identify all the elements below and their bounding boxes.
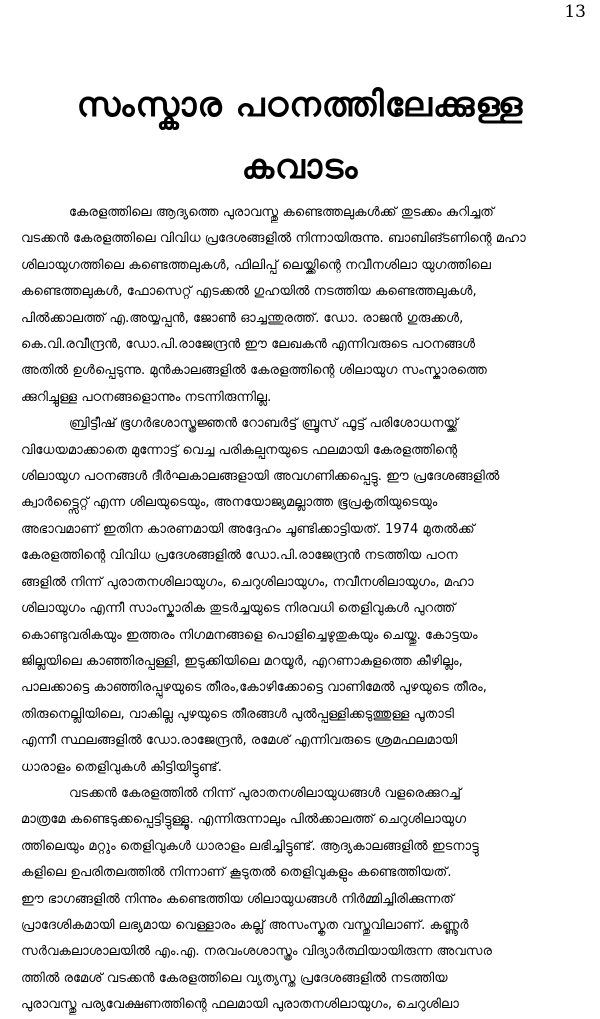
- text-line: വടക്കൻ കേരളത്തിൽ നിന്ന് പുരാതനശിലായുധങ്ങൾ വളരെക്കുറച്ച്: [69, 785, 462, 801]
- text-line: ത്തിലെയും മറ്റും തെളിവുകൾ ധാരാളം ലഭിച്ചിട്ടുണ്ട്. ആദ്യകാലങ്ങളിൽ ഇടനാട്ടു: [21, 838, 479, 854]
- text-line: കെ.വി.രവീന്ദ്രൻ, ഡോ.പി.രാജേന്ദ്രൻ ഈ ലേഖകൻ എന്നിവരുടെ പഠനങ്ങൾ: [21, 337, 476, 353]
- text-line: ധാരാളം തെളിവുകൾ കിട്ടിയിട്ടുണ്ട്.: [21, 759, 222, 775]
- paragraph: [21, 781, 587, 1019]
- text-line: കേരളത്തിലെ ആദ്യത്തെ പുരാവസ്തു കണ്ടെത്തലുകൾക്ക് തുടക്കം കുറിച്ചത്: [69, 205, 494, 220]
- text-line: ബ്രിട്ടീഷ് ഭൂഗർഭശാസ്ത്രജ്ഞൻ റോബർട്ട് ബ്രൂസ് ഫൂട്ട് പരിശോധനയ്ക്ക്: [69, 416, 459, 432]
- text-line: സർവകലാശാലയിൽ എം.എ. നരവംശശാസ്ത്രം വിദ്യാർത്ഥിയായിരുന്ന അവസര: [21, 944, 492, 960]
- text-line: ശിലായുഗം എന്നീ സാംസ്കാരിക തുടർച്ചയുടെ നിരവധി തെളിവുകൾ പുറത്ത്: [21, 601, 456, 617]
- text-line: വടക്കൻ കേരളത്തിലെ വിവിധ പ്രദേശങ്ങളിൽ നിന്നായിരുന്നു. ബാബിങ്ടണിന്റെ മഹാ: [21, 231, 526, 247]
- paragraph: [21, 411, 587, 781]
- text-line: ഈ ഭാഗങ്ങളിൽ നിന്നും കണ്ടെത്തിയ ശിലായുധങ്ങൾ നിർമ്മിച്ചിരിക്കുന്നത്: [21, 891, 454, 907]
- text-line: പുരാവസ്തു പര്യവേക്ഷണത്തിന്റെ ഫലമായി പുരാതനശിലായുഗം, ചെറുശിലാ: [21, 997, 459, 1013]
- text-line: ശിലായുഗത്തിലെ കണ്ടെത്തലുകൾ, ഫിലിപ്പ് ലെയ്ക്കിന്റെ നവീനശിലാ യുഗത്തിലെ: [21, 257, 491, 273]
- text-line: വിധേയമാക്കാതെ മുന്നോട്ട് വെച്ച പരികല്പനയുടെ ഫലമായി കേരളത്തിന്റെ: [21, 442, 458, 458]
- text-line: പ്രാദേശികമായി ലഭ്യമായ വെള്ളാരം കല്ല് അസംസ്കൃത വസ്തുവിലാണ്. കണ്ണൂർ: [21, 917, 469, 933]
- text-line: പാലക്കാട്ടെ കാഞ്ഞിരപ്പുഴയുടെ തീരം,കോഴിക്കോട്ടെ വാണിമേൽ പുഴയുടെ തീരം,: [21, 680, 487, 696]
- text-line: അഭാവമാണ് ഇതിന കാരണമായി അദ്ദേഹം ചൂണ്ടിക്കാട്ടിയത്. 1974 മുതൽക്ക്: [21, 521, 475, 537]
- chapter-title-line: കവാടം: [241, 147, 359, 187]
- paragraph: [21, 200, 587, 411]
- text-line: ശിലായുഗ പഠനങ്ങൾ ദീർഘകാലങ്ങളായി അവഗണിക്കപ്പെട്ടു. ഈ പ്രദേശങ്ങളിൽ: [21, 469, 500, 485]
- text-line: കേരളത്തിന്റെ വിവിധ പ്രദേശങ്ങളിൽ ഡോ.പി.രാജേന്ദ്രൻ നടത്തിയ പഠന: [21, 548, 458, 564]
- text-line: കളിലെ ഉപരിതലത്തിൽ നിന്നാണ് കൂടുതൽ തെളിവുകളും കണ്ടെത്തിയത്.: [21, 865, 452, 881]
- text-line: ക്വാർട്ട്സൈറ്റ് എന്ന ശിലയുടെയും, അനയോജ്യമല്ലാത്ത ഭൂപ്രകൃതിയുടെയും: [21, 495, 438, 511]
- text-line: പിൽക്കാലത്ത് എ.അയ്യപ്പൻ, ജോൺ ഓച്ചന്തുരത്ത്. ഡോ. രാജൻ ഗുരുക്കൾ,: [21, 310, 464, 326]
- text-line: ജില്ലയിലെ കാഞ്ഞിരപ്പള്ളി, ഇടുക്കിയിലെ മറയൂർ, എറണാകുളത്തെ കീഴില്ലം,: [21, 653, 463, 669]
- text-line: ക്കുറിച്ചുള്ള പഠനങ്ങളൊന്നും നടന്നിരുന്നില്ല.: [21, 389, 272, 405]
- chapter-title: [0, 74, 600, 198]
- chapter-title-line: സംസ്കാര പഠനത്തിലേക്കുള്ള: [76, 85, 524, 125]
- text-line: അതിൽ ഉൾപ്പെടുന്നു. മുൻകാലങ്ങളിൽ കേരളത്തിന്റെ ശിലായുഗ സംസ്കാരത്തെ: [21, 363, 487, 379]
- text-line: എന്നീ സ്ഥലങ്ങളിൽ ഡോ.രാജേന്ദ്രൻ, രമേശ് എന്നിവരുടെ ശ്രമഫലമായി: [21, 733, 458, 749]
- text-line: മാത്രമേ കണ്ടെടുക്കപ്പെട്ടിട്ടുള്ളൂ. എന്നിരുന്നാലും പിൽക്കാലത്ത് ചെറുശിലായുഗ: [21, 812, 467, 828]
- body-text: [21, 200, 587, 1019]
- text-line: ങ്ങളിൽ നിന്ന് പുരാതനശിലായുഗം, ചെറുശിലായുഗം, നവീനശിലായുഗം, മഹാ: [21, 574, 474, 590]
- text-line: കണ്ടെത്തലുകൾ, ഫോസെറ്റ് എടക്കൽ ഗുഹയിൽ നടത്തിയ കണ്ടെത്തലുകൾ,: [21, 284, 477, 300]
- text-line: തിരുനെല്ലിയിലെ, വാകില്ല പുഴയുടെ തീരങ്ങൾ പുൽപ്പള്ളിക്കടുത്തുള്ള പൂതാടി: [21, 706, 454, 722]
- page-number: 13: [564, 2, 586, 22]
- text-line: ത്തിൽ രമേശ് വടക്കൻ കേരളത്തിലെ വ്യത്യസ്ത പ്രദേശങ്ങളിൽ നടത്തിയ: [21, 970, 448, 986]
- text-line: കൊണ്ടുവരികയും ഇത്തരം നിഗമനങ്ങളെ പൊളിച്ചെഴുതുകയും ചെയ്തു. കോട്ടയം: [21, 627, 478, 643]
